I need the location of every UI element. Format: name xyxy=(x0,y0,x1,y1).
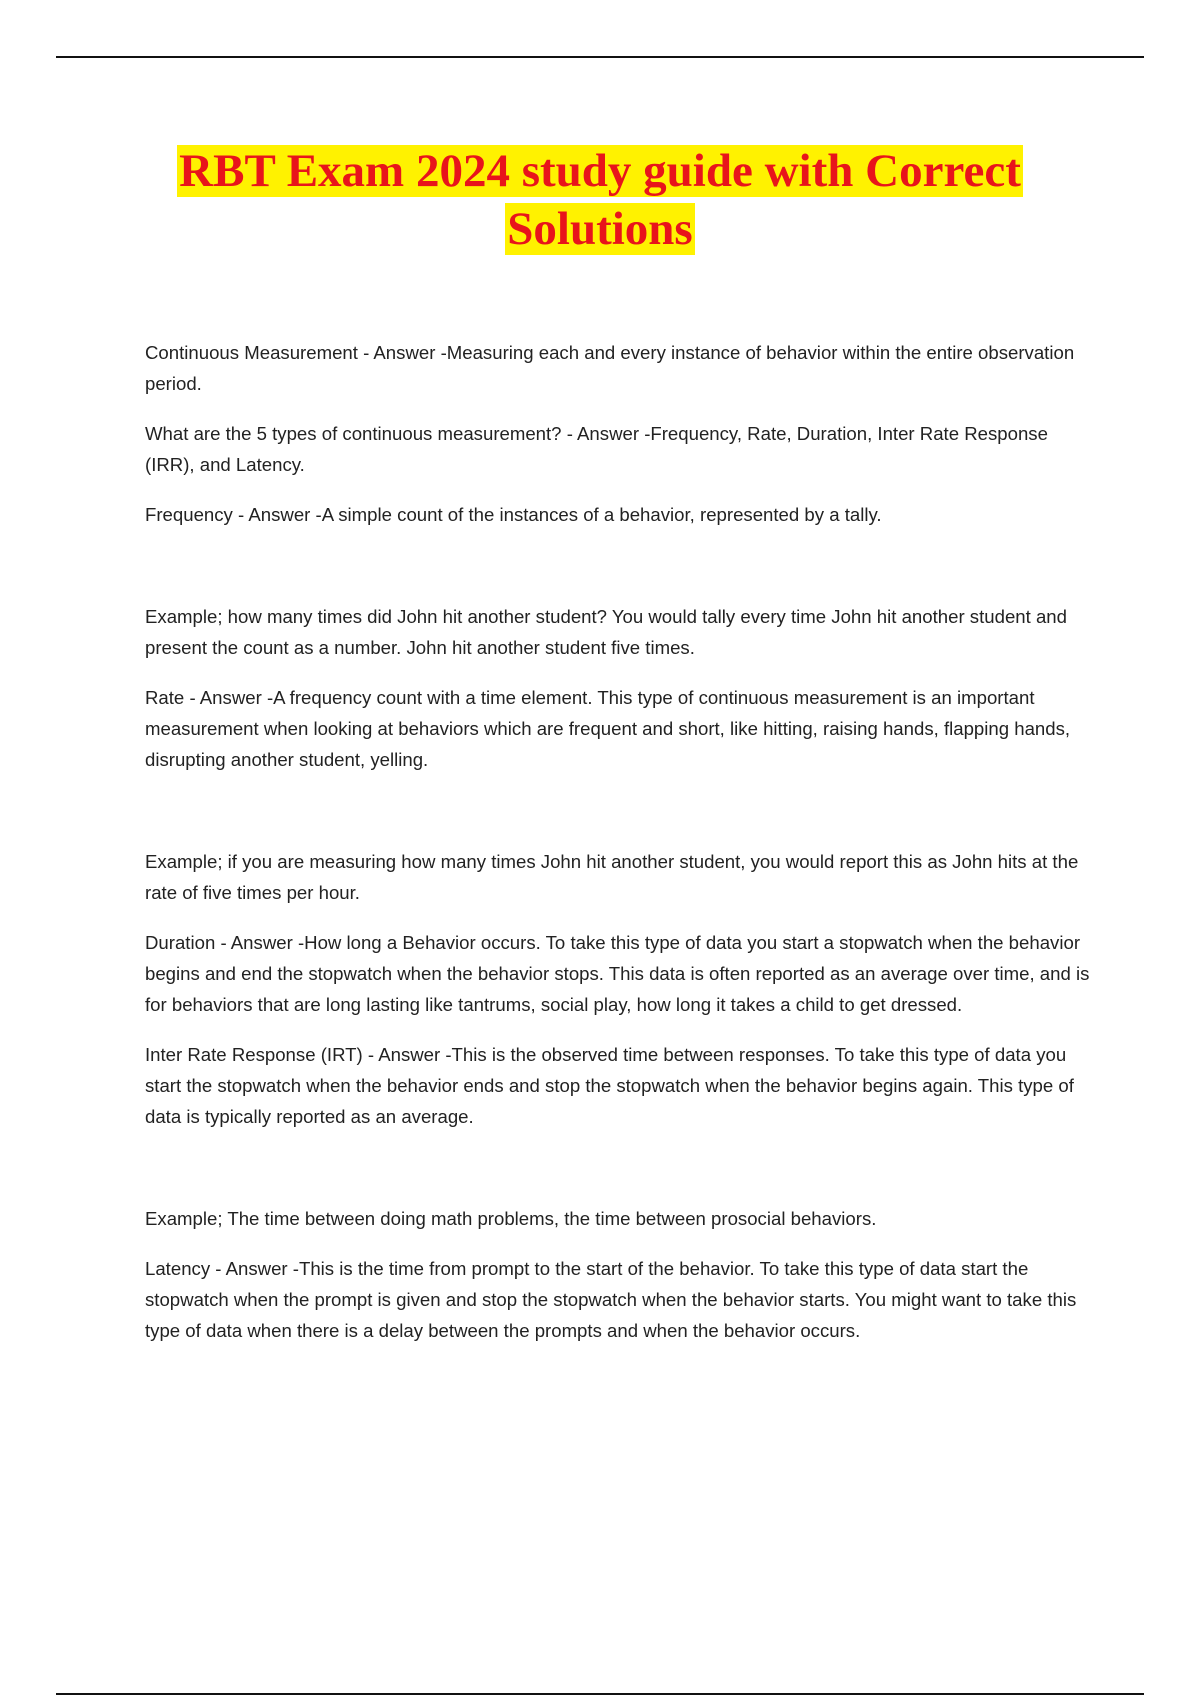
footer-rule xyxy=(56,1693,1144,1695)
paragraph-continuous-measurement: Continuous Measurement - Answer -Measuring each and every instance of behavior within the entire observation period. xyxy=(145,342,1075,394)
title-line-1: RBT Exam 2024 study guide with Correct xyxy=(179,145,1021,197)
paragraph-rate: Rate - Answer -A frequency count with a time element. This type of continuous measurement is an important measurement when looking at behaviors which are frequent and short, like hitting, raising hands, flapping hands, disrupting another student, yelling. xyxy=(145,687,1071,770)
paragraph-irt-example: Example; The time between doing math problems, the time between prosocial behaviors. xyxy=(145,1208,877,1229)
paragraph-inter-rate-response: Inter Rate Response (IRT) - Answer -This is the observed time between responses. To take this type of data you start the stopwatch when the behavior ends and stop the stopwatch when the behavior begins again. This type of data is typically reported as an average. xyxy=(145,1044,1074,1127)
paragraph-rate-example: Example; if you are measuring how many times John hit another student, you would report this as John hits at the rate of five times per hour. xyxy=(145,851,1079,903)
paragraph-latency: Latency - Answer -This is the time from prompt to the start of the behavior. To take this type of data start the stopwatch when the prompt is given and stop the stopwatch when the behavior starts. You might want to take this type of data when there is a delay between the prompts and when the behavior occurs. xyxy=(145,1258,1077,1341)
paragraph-frequency-example: Example; how many times did John hit another student? You would tally every time John hit another student and present the count as a number. John hit another student five times. xyxy=(145,606,1067,658)
document-body xyxy=(145,337,1090,1365)
document-title xyxy=(120,142,1080,258)
title-line-2: Solutions xyxy=(507,203,693,255)
paragraph-duration: Duration - Answer -How long a Behavior occurs. To take this type of data you start a stopwatch when the behavior begins and end the stopwatch when the behavior stops. This data is often reported as an average over time, and is for behaviors that are long lasting like tantrums, social play, how long it takes a child to get dressed. xyxy=(145,932,1090,1015)
header-rule xyxy=(56,56,1144,58)
paragraph-frequency: Frequency - Answer -A simple count of the instances of a behavior, represented by a tally. xyxy=(145,504,882,525)
paragraph-five-types: What are the 5 types of continuous measurement? - Answer -Frequency, Rate, Duration, Inter Rate Response (IRR), and Latency. xyxy=(145,423,1048,475)
